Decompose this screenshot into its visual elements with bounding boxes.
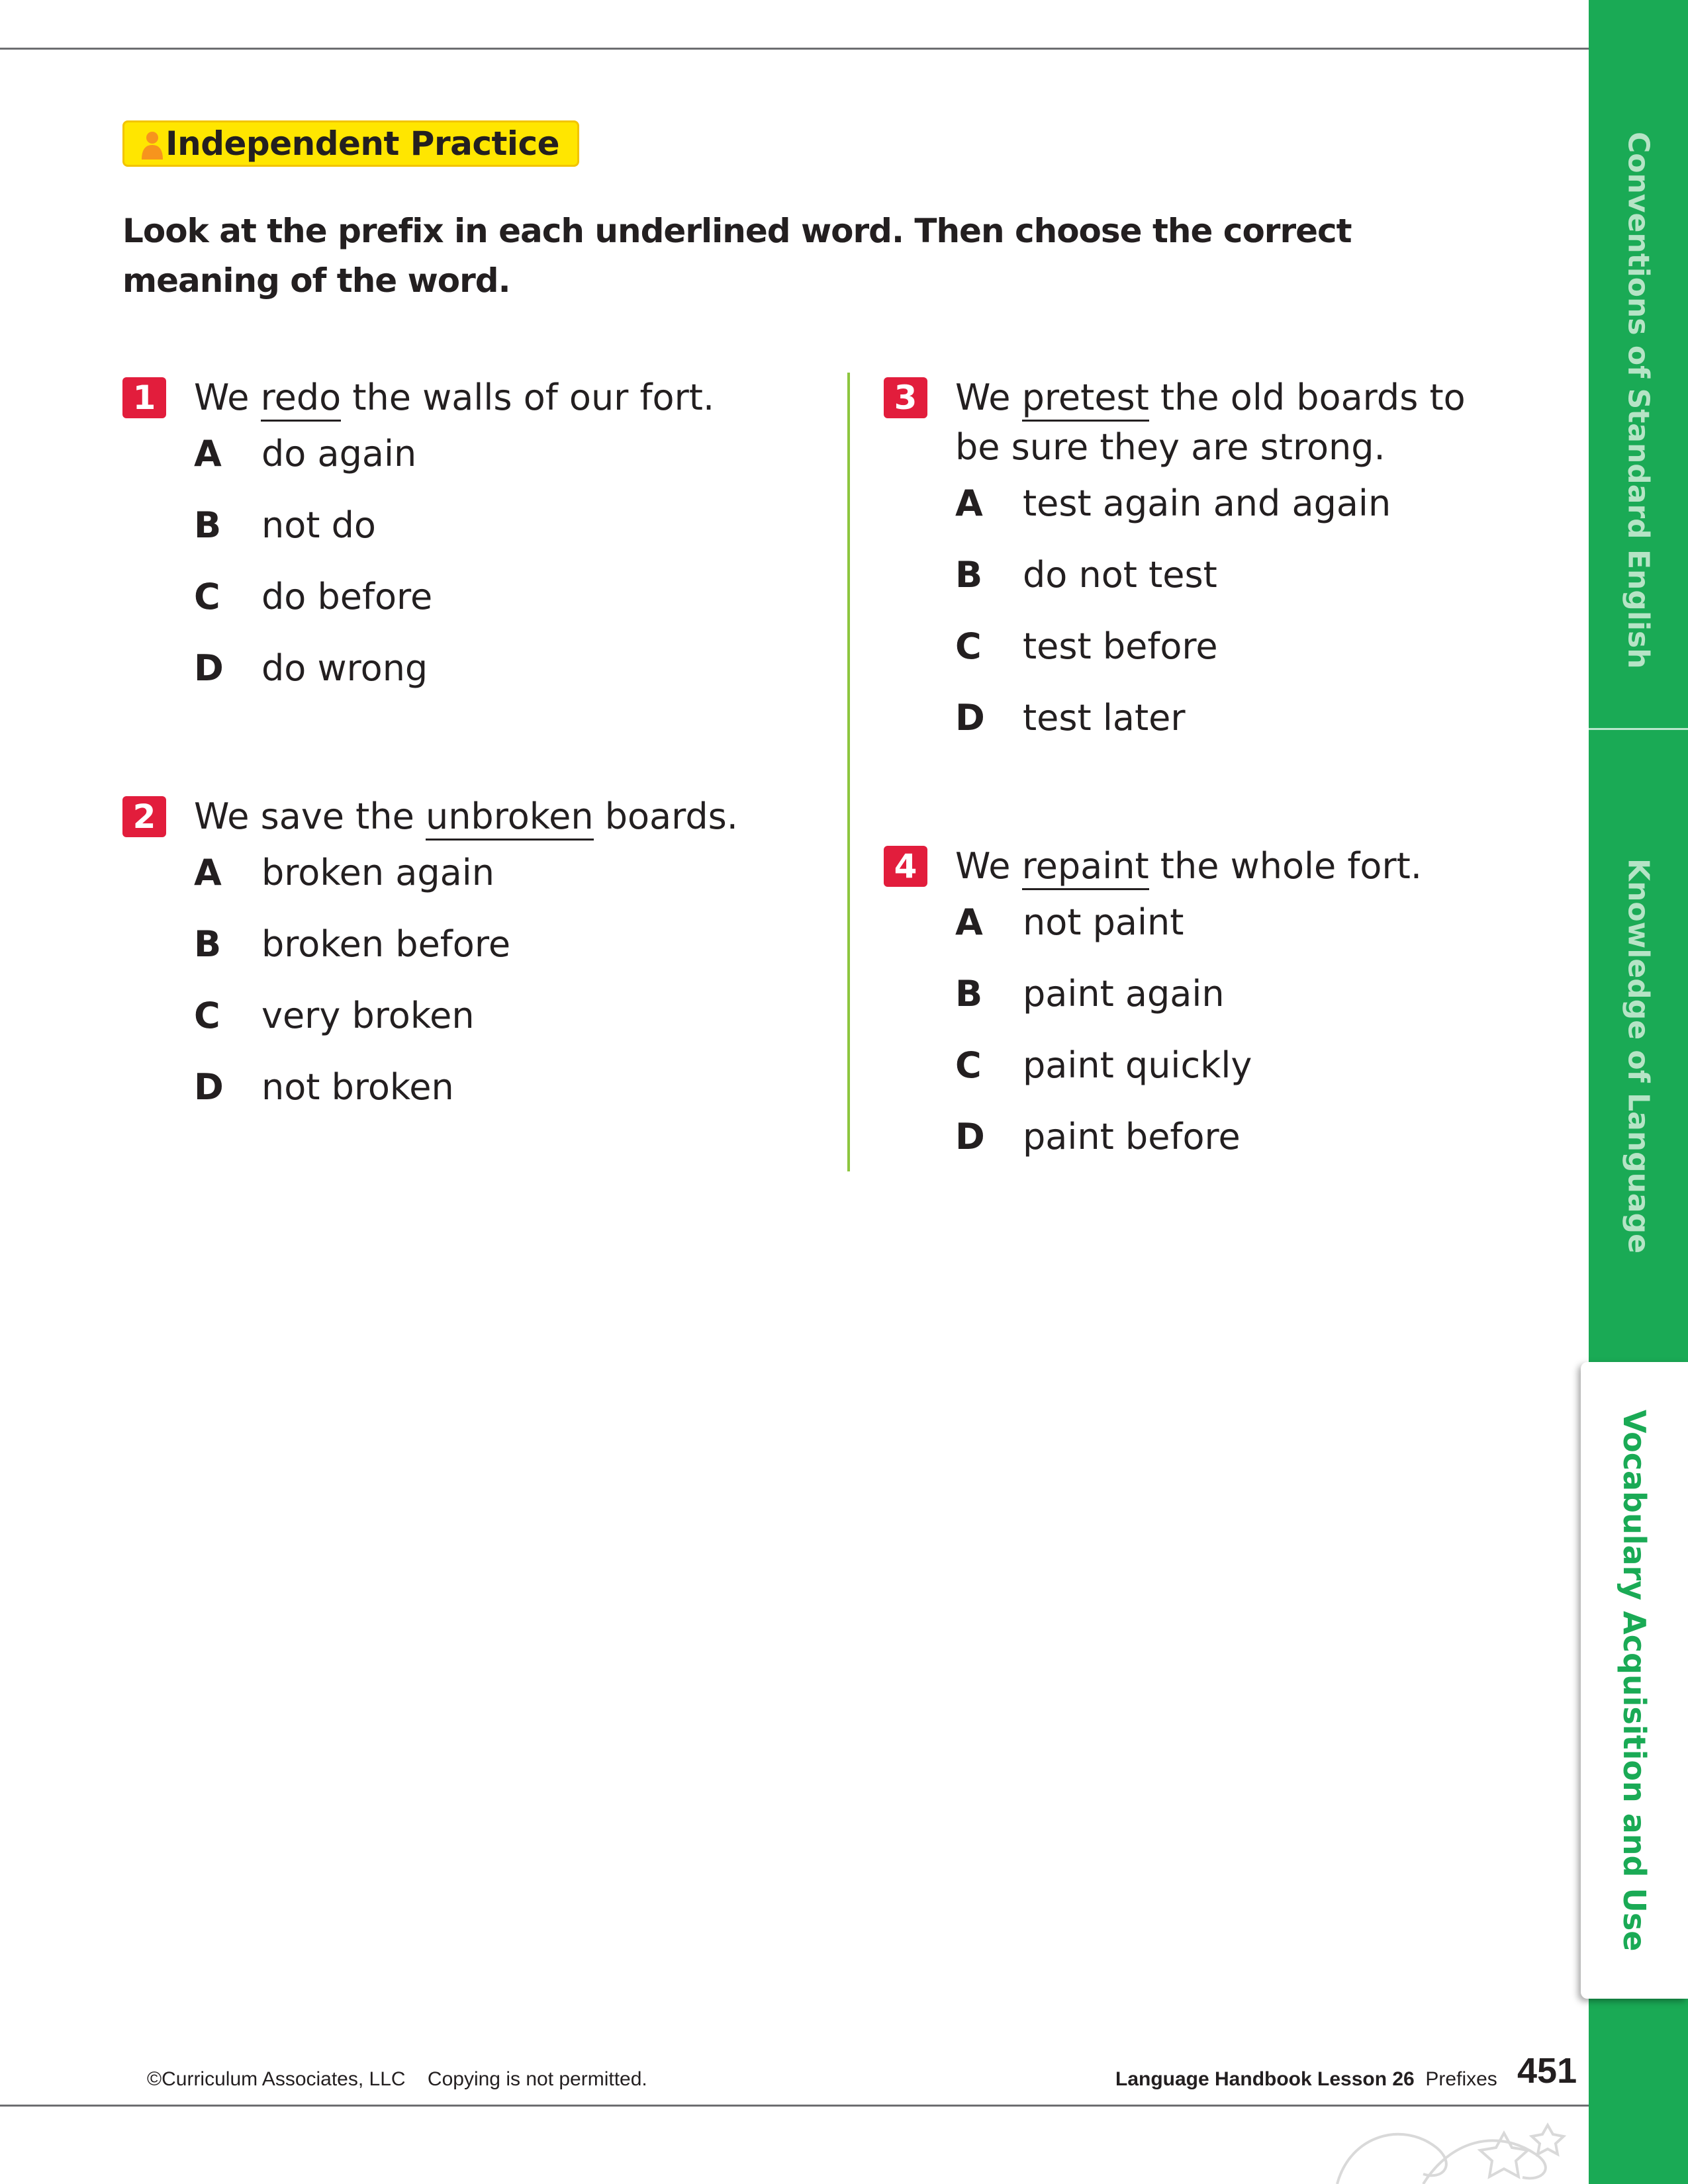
- question-stem: We pretest the old boards to be sure they are strong.: [955, 377, 1466, 468]
- tab-vocabulary-active[interactable]: [1581, 1362, 1688, 1999]
- answer-choice-c[interactable]: C test before: [955, 625, 1218, 667]
- answer-choices: [955, 478, 1539, 764]
- question-stem: We redo the walls of our fort.: [194, 373, 714, 422]
- answer-choice-a[interactable]: A not paint: [955, 901, 1184, 943]
- question-3: [884, 373, 1539, 764]
- underlined-word: repaint: [1022, 845, 1149, 890]
- answer-choice-b[interactable]: B do not test: [955, 554, 1217, 596]
- answer-choice-b[interactable]: B paint again: [955, 973, 1225, 1015]
- answer-choice-d[interactable]: D not broken: [194, 1066, 454, 1108]
- bottom-rule: [0, 2105, 1589, 2107]
- answer-choice-d[interactable]: D do wrong: [194, 647, 428, 689]
- answer-choices: [194, 429, 818, 715]
- footer-lesson: Language Handbook Lesson 26 Prefixes: [1115, 2068, 1497, 2090]
- question-stem: We save the unbroken boards.: [194, 792, 738, 841]
- question-number: 3: [884, 377, 927, 418]
- answer-choice-b[interactable]: B broken before: [194, 923, 511, 965]
- underlined-word: redo: [261, 377, 342, 422]
- question-number: 4: [884, 846, 927, 887]
- footer-copyright: ©Curriculum Associates, LLC Copying is not permitted.: [147, 2068, 647, 2090]
- question-number: 2: [122, 796, 166, 837]
- question-2: [122, 792, 818, 1134]
- tab-conventions-label: Conventions of Standard English: [1621, 132, 1656, 669]
- banner-label: Independent Practice: [165, 124, 560, 163]
- tab-divider: [1589, 728, 1688, 730]
- question-4: [884, 841, 1539, 1183]
- tab-conventions[interactable]: [1589, 119, 1688, 682]
- decorative-swirl-icon: [1324, 2108, 1589, 2184]
- question-1: [122, 373, 818, 715]
- answer-choice-b[interactable]: B not do: [194, 504, 376, 546]
- column-divider: [847, 373, 850, 1171]
- answer-choice-d[interactable]: D paint before: [955, 1116, 1241, 1158]
- instructions: Look at the prefix in each underlined word. Then choose the correct meaning of the word.: [122, 212, 1352, 300]
- tab-knowledge-label: Knowledge of Language: [1621, 858, 1656, 1253]
- answer-choice-c[interactable]: C very broken: [194, 995, 475, 1036]
- question-number: 1: [122, 377, 166, 418]
- answer-choice-a[interactable]: A broken again: [194, 852, 494, 893]
- answer-choice-d[interactable]: D test later: [955, 697, 1186, 739]
- answer-choice-a[interactable]: A do again: [194, 433, 417, 475]
- person-icon: [139, 130, 165, 161]
- question-stem: We repaint the whole fort.: [955, 841, 1422, 891]
- tab-vocabulary-label: Vocabulary Acquisition and Use: [1617, 1409, 1652, 1952]
- tab-knowledge[interactable]: [1589, 794, 1688, 1317]
- page-number: 451: [1517, 2051, 1577, 2091]
- underlined-word: pretest: [1022, 377, 1149, 422]
- top-rule: [0, 48, 1589, 50]
- answer-choices: [194, 848, 818, 1134]
- answer-choice-c[interactable]: C do before: [194, 576, 433, 617]
- answer-choices: [955, 897, 1539, 1183]
- answer-choice-a[interactable]: A test again and again: [955, 482, 1391, 524]
- independent-practice-banner: [122, 120, 579, 167]
- answer-choice-c[interactable]: C paint quickly: [955, 1044, 1252, 1086]
- underlined-word: unbroken: [426, 796, 594, 841]
